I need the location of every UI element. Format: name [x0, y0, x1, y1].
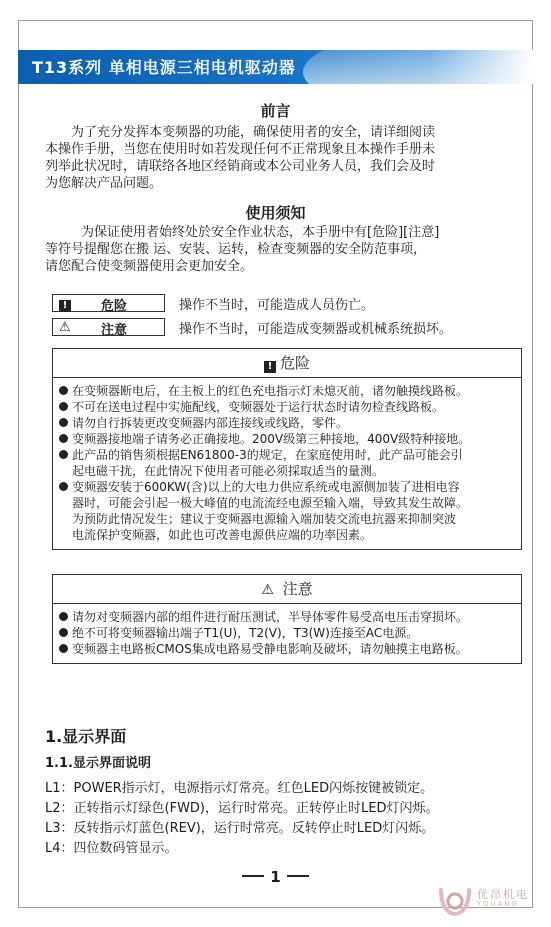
bullet-icon [59, 644, 68, 653]
list-item: 不可在送电过程中实施配线，变频器处于运行状态时请勿检查线路板。 [59, 399, 517, 415]
danger-box [52, 348, 522, 550]
page-number-value: 1 [270, 868, 281, 886]
bullet-icon [59, 450, 68, 459]
bullet-icon [59, 434, 68, 443]
list-item: 请勿对变频器内部的组件进行耐压测试，半导体零件易受高电压击穿损坏。 [59, 609, 517, 625]
list-item: 请勿自行拆装更改变频器内部连接线或线路，零件。 [59, 415, 517, 431]
preface-line: 为了充分发挥本变频器的功能，确保使用者的安全，请详细阅读 [71, 125, 436, 140]
list-item: 在变频器断电后，在主板上的红色充电指示灯未熄灭前，诸勿触摸线路板。 [59, 383, 517, 399]
legend-danger-label: 危险 [101, 299, 128, 314]
indicator-line-l3: L3：反转指示灯蓝色(REV)，运行时常亮。反转停止时LED灯闪烁。 [45, 821, 435, 836]
danger-box-body [53, 378, 521, 549]
list-item: 绝不可将变频器输出端子T1(U)，T2(V)，T3(W)连接至AC电源。 [59, 625, 517, 641]
warning-icon: ⚠ [59, 320, 71, 335]
legend-danger-box [52, 294, 165, 312]
danger-box-header [53, 349, 521, 378]
list-item: 变频器安装于600KW(含)以上的大电力供应系统或电源侧加装了进相电容 器时，可能会引起一极大峰值的电流流经电源至输入端，导致其发生故障。 为预防此情况发生；建议于变频器电源输入端加装交流电抗器来抑制突波 电流保护变频器，如此也可改善电源供应端的功率因素。 [59, 479, 517, 543]
legend-danger-desc: 操作不当时，可能造成人员伤亡。 [179, 298, 375, 313]
bullet-icon [59, 418, 68, 427]
bullet-icon [59, 386, 68, 395]
bullet-icon [59, 628, 68, 637]
preface-line: 为您解决产品问题。 [45, 176, 163, 191]
preface-title: 前言 [260, 102, 291, 120]
danger-icon: ! [264, 349, 276, 377]
logo-mark-icon [437, 884, 473, 918]
page-number-rule-left [242, 875, 264, 877]
legend-caution-box [52, 318, 165, 336]
list-item: 变频器主电路板CMOS集成电路易受静电影响及破坏，请勿触摸主电路板。 [59, 641, 517, 657]
indicator-line-l2: L2：正转指示灯绿色(FWD)，运行时常亮。正转停止时LED灯闪烁。 [45, 801, 439, 816]
list-item: 变频器接地端子请务必正确接地。200V级第三种接地，400V级特种接地。 [59, 431, 517, 447]
header-band [18, 50, 533, 84]
list-item: 此产品的销售须根据EN61800-3的规定，在家庭使用时，此产品可能会引 起电磁干扰，在此情况下使用者可能必须採取适当的量测。 [59, 447, 517, 479]
legend-caution-label: 注意 [101, 323, 128, 338]
usage-notes-title: 使用须知 [245, 204, 306, 222]
warning-icon: ⚠ [261, 582, 274, 598]
section-subtitle: 1.1.显示界面说明 [45, 756, 151, 771]
danger-icon: ! [59, 296, 71, 312]
indicator-line-l4: L4：四位数码管显示。 [45, 841, 178, 856]
header-title: T13系列 单相电源三相电机驱动器 [32, 58, 296, 77]
indicator-line-l1: L1：POWER指示灯，电源指示灯常亮。红色LED闪烁按键被锁定。 [45, 781, 434, 796]
caution-box-title: 注意 [282, 580, 313, 598]
section-title: 1.显示界面 [45, 727, 127, 746]
logo-text-cn: 优昂机电 [477, 888, 529, 901]
preface-line: 列举此状况时，请联络各地区经销商或本公司业务人员，我们会及时 [45, 159, 436, 174]
usage-notes-line: 为保证使用者始终处於安全作业状态，本手册中有[危险][注意] [81, 225, 440, 240]
page-number-rule-right [287, 875, 309, 877]
preface-line: 本操作手册，当您在使用时如若发现任何不正常现象且本操作手册未 [45, 142, 436, 157]
bullet-icon [59, 402, 68, 411]
legend-caution-desc: 操作不当时，可能造成变频器或机械系统损坏。 [179, 322, 453, 337]
danger-box-title: 危险 [279, 354, 310, 372]
usage-notes-line: 等符号提醒您在搬 运、安装、运转，检查变频器的安全防范事项， [45, 242, 427, 257]
caution-box-header [53, 575, 521, 604]
bullet-icon [59, 482, 68, 491]
logo-text-en: YOUANG [477, 900, 519, 908]
caution-box-body [53, 604, 521, 663]
company-logo [437, 884, 537, 924]
usage-notes-text [45, 224, 525, 275]
header-wave-decoration [303, 50, 533, 84]
usage-notes-line: 请您配合使变频器使用会更加安全。 [45, 259, 254, 274]
preface-text [45, 124, 525, 192]
caution-box [52, 574, 522, 664]
bullet-icon [59, 612, 68, 621]
